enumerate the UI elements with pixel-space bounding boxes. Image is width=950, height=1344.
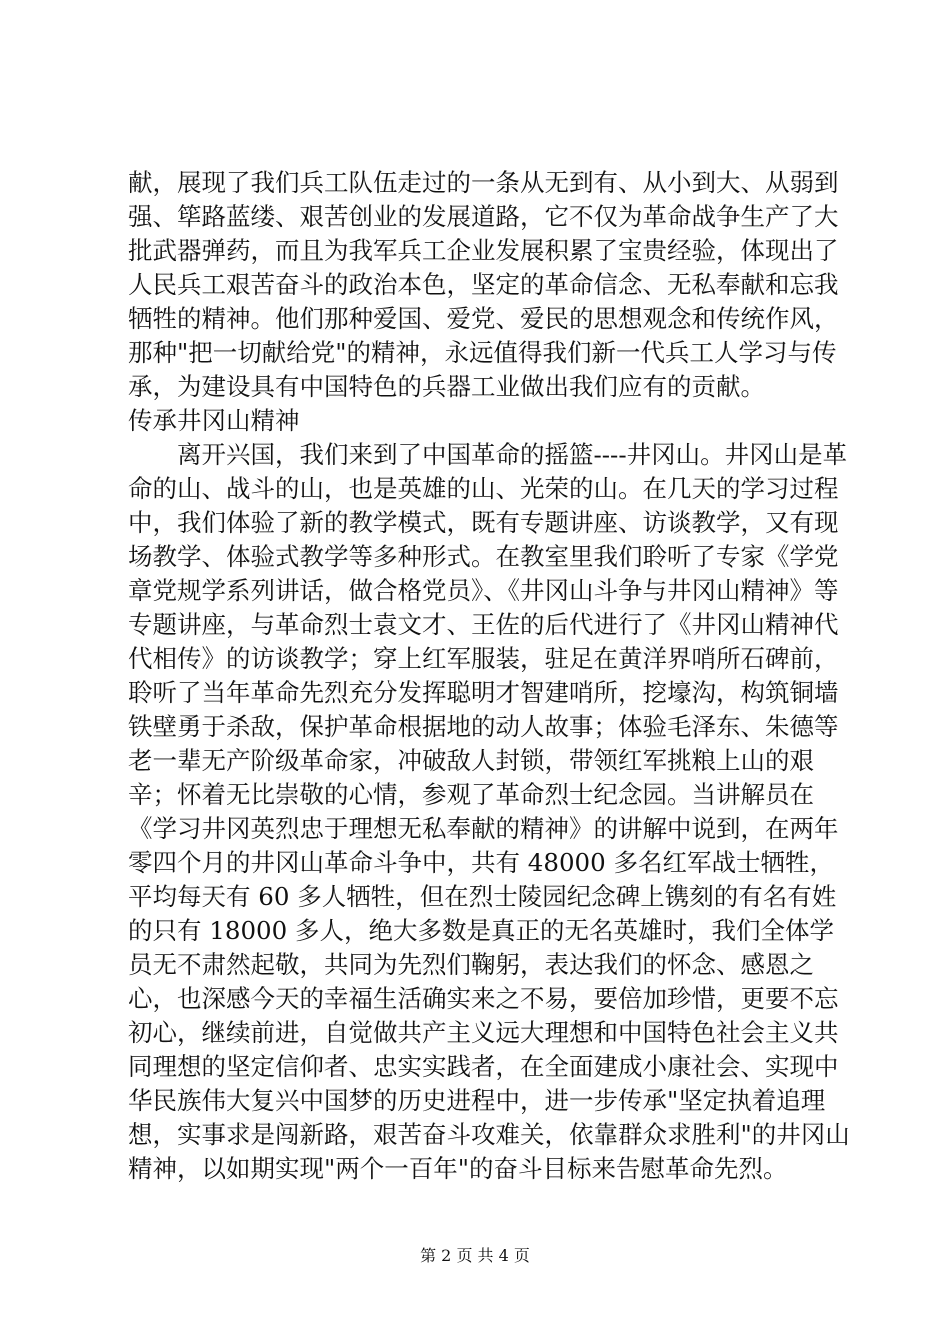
document-body [128, 166, 858, 1186]
paragraph-continuation: 献，展现了我们兵工队伍走过的一条从无到有、从小到大、从弱到强、筚路蓝缕、艰苦创业的发展道路，它不仅为革命战争生产了大批武器弹药，而且为我军兵工企业发展积累了宝贵经验，体现出了人民兵工艰苦奋斗的政治本色，坚定的革命信念、无私奉献和忘我牺牲的精神。他们那种爱国、爱党、爱民的思想观念和传统作风，那种"把一切献给党"的精神，永远值得我们新一代兵工人学习与传承，为建设具有中国特色的兵器工业做出我们应有的贡献。 [128, 168, 839, 401]
page-number-footer: 第 2 页 共 4 页 [420, 1246, 530, 1265]
section-heading: 传承井冈山精神 [128, 406, 300, 435]
paragraph-jinggangshan: 离开兴国，我们来到了中国革命的摇篮----井冈山。井冈山是革命的山、战斗的山，也是英雄的山、光荣的山。在几天的学习过程中，我们体验了新的教学模式，既有专题讲座、访谈教学，又有现场教学、体验式教学等多种形式。在教室里我们聆听了专家《学党章党规学系列讲话，做合格党员》、《井冈山斗争与井冈山精神》等专题讲座，与革命烈士袁文才、王佐的后代进行了《井冈山精神代代相传》的访谈教学；穿上红军服装，驻足在黄洋界哨所石碑前，聆听了当年革命先烈充分发挥聪明才智建哨所，挖壕沟，构筑铜墙铁壁勇于杀敌，保护革命根据地的动人故事；体验毛泽东、朱德等老一辈无产阶级革命家，冲破敌人封锁，带领红军挑粮上山的艰辛；怀着无比崇敬的心情，参观了革命烈士纪念园。当讲解员在《学习井冈英烈忠于理想无私奉献的精神》的讲解中说到，在两年零四个月的井冈山革命斗争中，共有 48000 多名红军战士牺牲，平均每天有 60 多人牺牲，但在烈士陵园纪念碑上镌刻的有名有姓的只有 18000 多人，绝大多数是真正的无名英雄时，我们全体学员无不肃然起敬，共同为先烈们鞠躬，表达我们的怀念、感恩之心，也深感今天的幸福生活确实来之不易，要倍加珍惜，更要不忘初心，继续前进，自觉做共产主义远大理想和中国特色社会主义共同理想的坚定信仰者、忠实实践者，在全面建成小康社会、实现中华民族伟大复兴中国梦的历史进程中，进一步传承"坚定执着追理想，实事求是闯新路，艰苦奋斗攻难关，依靠群众求胜利"的井冈山精神，以如期实现"两个一百年"的奋斗目标来告慰革命先烈。 [128, 440, 850, 1183]
